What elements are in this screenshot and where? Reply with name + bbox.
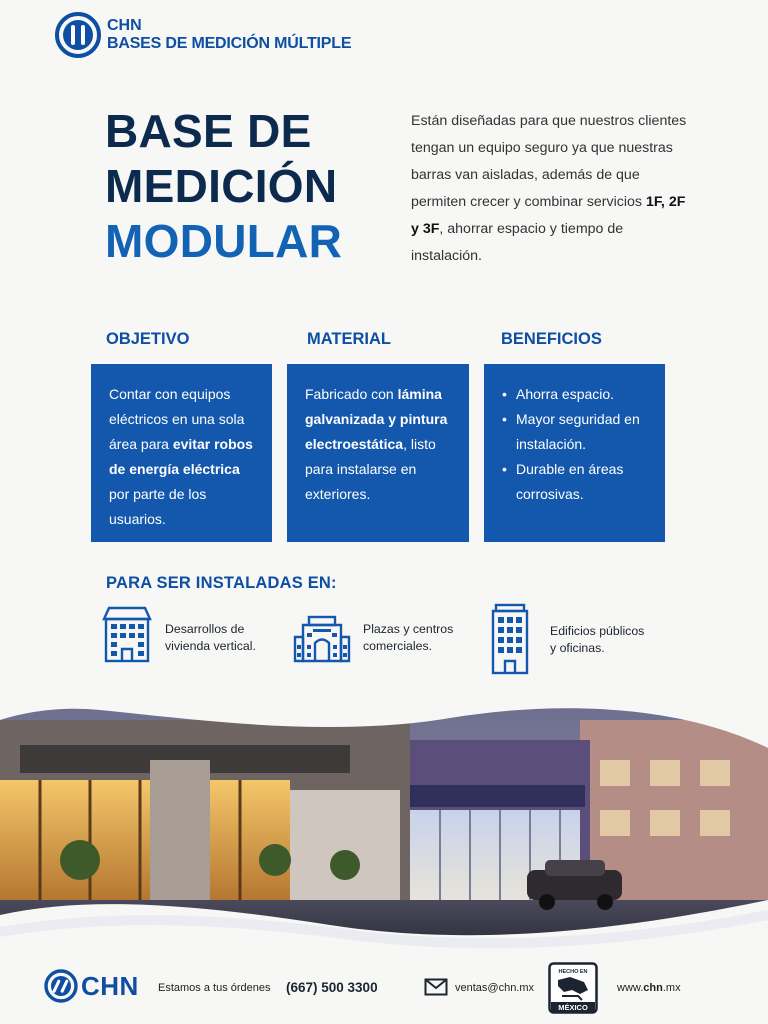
office-building-icon (490, 603, 536, 675)
place-residential (101, 605, 256, 663)
install-title: PARA SER INSTALADAS EN: (106, 574, 337, 592)
residential-building-icon (101, 605, 153, 663)
web-bold: chn (643, 982, 663, 994)
hero-title-line2: MEDICIÓN (105, 160, 338, 212)
place-label-line2: comerciales. (363, 639, 433, 653)
phone-number[interactable]: (667) 500 3300 (286, 980, 378, 995)
brand-name: CHN (107, 17, 142, 34)
web-suffix: .mx (662, 982, 681, 994)
beneficios-item: • Ahorra espacio. (502, 382, 649, 407)
hero-title-line1: BASE DE (105, 105, 312, 157)
envelope-icon (424, 978, 448, 996)
chn-logo-icon (55, 12, 101, 58)
hecho-en-mexico-seal (548, 962, 598, 1014)
objetivo-heading: OBJETIVO (106, 330, 190, 348)
material-heading: MATERIAL (307, 330, 392, 348)
place-label-line1: Desarrollos de (165, 622, 245, 636)
footer-logo-name: CHN (81, 970, 139, 1001)
web-prefix: www. (617, 982, 644, 994)
objetivo-bold: evitar robos de energía eléctrica (109, 436, 253, 477)
place-offices (490, 603, 644, 675)
place-label-line2: vivienda vertical. (165, 639, 256, 653)
beneficios-box (484, 364, 665, 542)
material-box (287, 364, 469, 542)
footer (0, 955, 768, 1024)
footer-logo (44, 969, 139, 1003)
beneficios-list (502, 382, 649, 507)
intro-text-after: , ahorrar espacio y tiempo de instalación. (411, 221, 624, 264)
intro-paragraph (411, 108, 691, 270)
stamp-top-text: HECHO EN (558, 969, 588, 975)
objetivo-box (91, 364, 272, 542)
hero-title (105, 105, 343, 273)
beneficios-item: • Durable en áreas corrosivas. (502, 457, 649, 507)
stamp-bottom-text: MÉXICO (558, 1003, 588, 1012)
place-label (165, 605, 256, 655)
place-label-line1: Plazas y centros (363, 622, 454, 636)
shopping-center-icon (293, 605, 351, 663)
beneficios-item: • Mayor seguridad en instalación. (502, 407, 649, 457)
website-link[interactable] (617, 982, 681, 994)
place-label-line2: y oficinas. (550, 641, 605, 655)
material-text-before: Fabricado con (305, 386, 398, 402)
commercial-plaza-photo (0, 700, 768, 950)
brand-subtitle: BASES DE MEDICIÓN MÚLTIPLE (107, 35, 352, 52)
intro-text-before: Están diseñadas para que nuestros clientes tengan un equipo seguro ya que nuestras barras van aisladas, además de que permiten crecer y combinar servicios (411, 113, 687, 210)
place-label (363, 605, 453, 655)
beneficios-heading: BENEFICIOS (501, 330, 602, 348)
objetivo-text-after: por parte de los usuarios. (109, 486, 207, 527)
material-bold: lámina galvanizada y pintura electroestática (305, 386, 448, 452)
place-label-line1: Edificios públicos (550, 624, 645, 638)
hero-title-line3: MODULAR (105, 215, 343, 267)
brand-text (107, 18, 351, 52)
material-text-after: , listo para instalarse en exteriores. (305, 436, 436, 502)
intro-bold: 1F, 2F y 3F (411, 194, 686, 237)
place-commercial (293, 605, 453, 663)
contact-text: Estamos a tus órdenes (158, 982, 271, 994)
place-label (550, 603, 644, 657)
objetivo-text-before: Contar con equipos eléctricos en una sola área para (109, 386, 245, 452)
email-link[interactable]: ventas@chn.mx (455, 982, 535, 994)
brand-header (55, 12, 351, 58)
chn-logo-icon (44, 969, 78, 1003)
